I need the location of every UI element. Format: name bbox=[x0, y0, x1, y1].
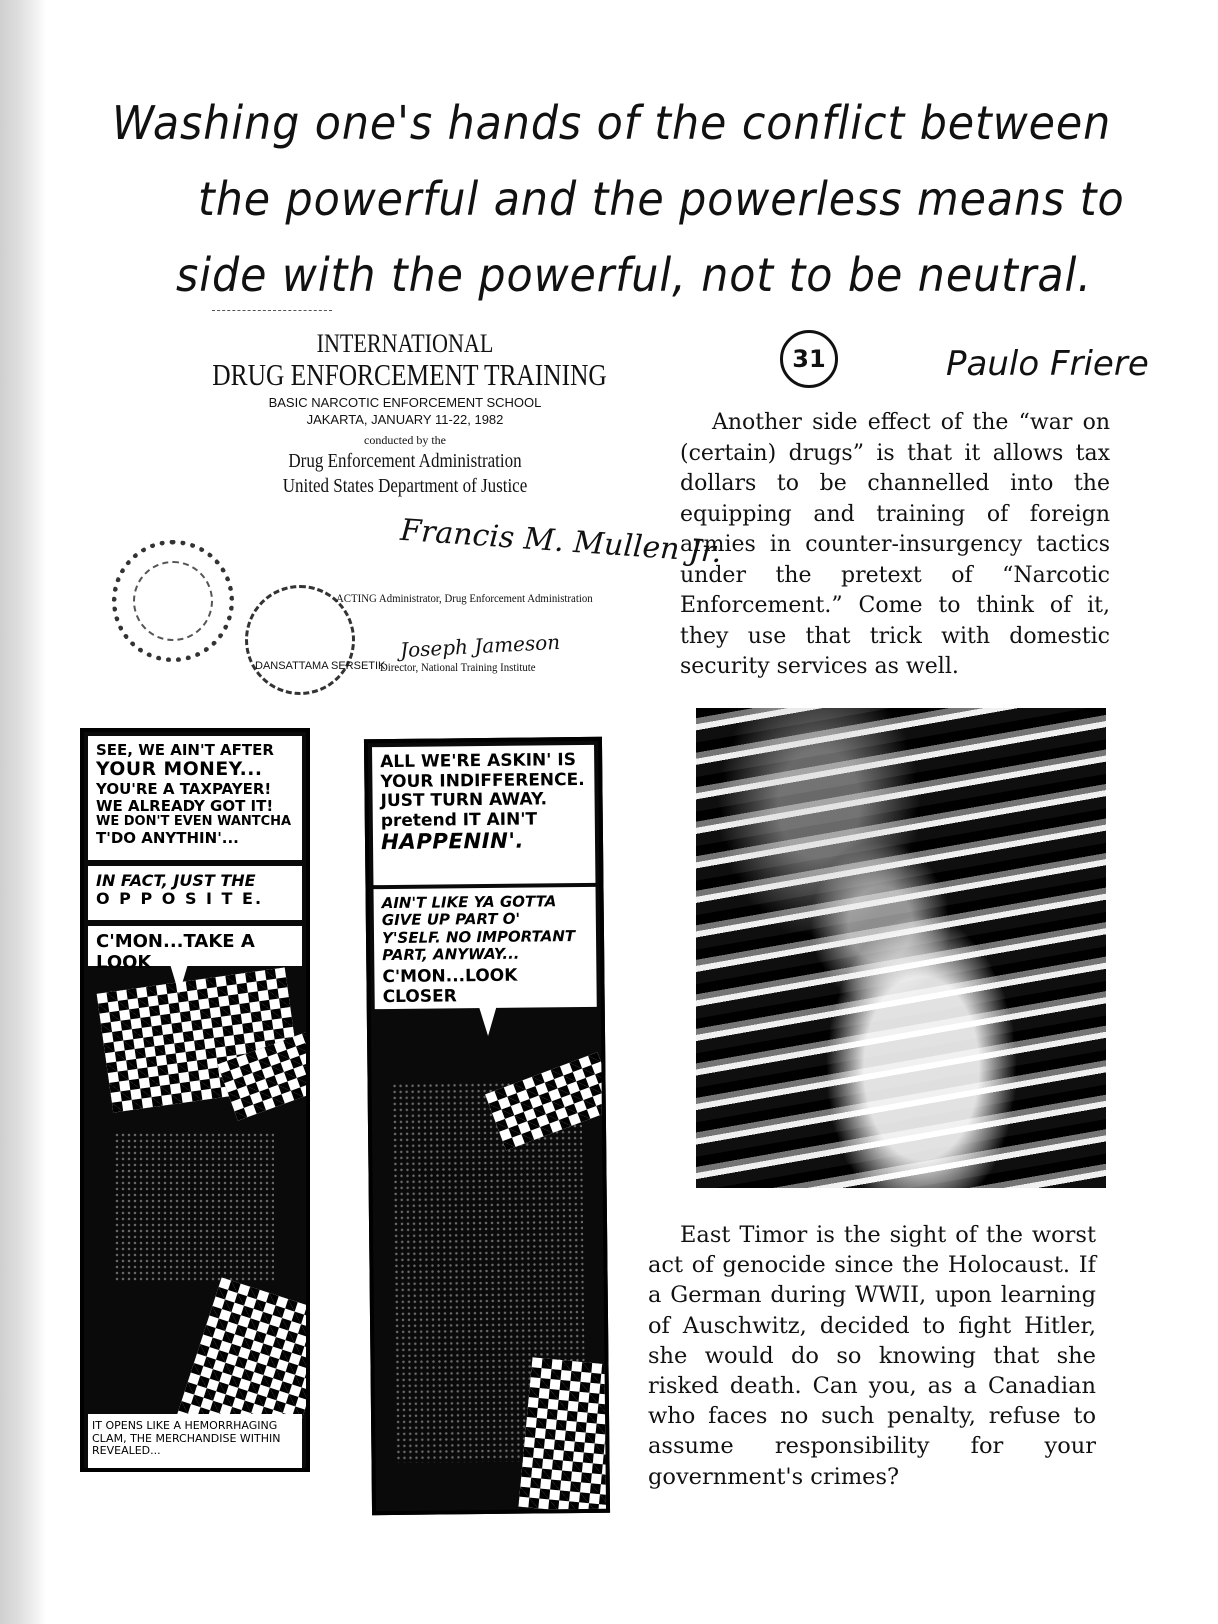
speech-balloon bbox=[374, 887, 597, 1009]
east-timor-photo bbox=[696, 708, 1106, 1188]
certificate-line-1: INTERNATIONAL bbox=[316, 329, 494, 358]
speech-balloon bbox=[88, 866, 302, 920]
balloon-tail bbox=[479, 1006, 497, 1036]
page-number-badge bbox=[780, 330, 838, 388]
balloon-line: IN FACT, JUST THE bbox=[96, 871, 256, 890]
certificate-agency: Drug Enforcement Administration bbox=[288, 450, 522, 472]
checkered-flag bbox=[518, 1357, 610, 1515]
page-number: 31 bbox=[792, 345, 826, 373]
balloon-line: WE ALREADY GOT IT! bbox=[96, 797, 274, 816]
divider bbox=[212, 310, 332, 311]
balloon-line: YOU'RE A TAXPAYER! bbox=[96, 779, 272, 798]
balloon-line: C'MON...LOOK CLOSER bbox=[382, 965, 518, 1007]
balloon-line: Y'SELF. NO IMPORTANT bbox=[381, 926, 576, 947]
halftone-figure bbox=[114, 1132, 274, 1282]
quote-line-2: the powerful and the powerless means to bbox=[198, 172, 1125, 226]
certificate-title: DRUG ENFORCEMENT TRAINING bbox=[212, 357, 607, 392]
comic-panel-1 bbox=[80, 728, 310, 1472]
balloon-line: PART, ANYWAY... bbox=[382, 944, 520, 964]
training-certificate bbox=[170, 325, 640, 498]
balloon-line: YOUR INDIFFERENCE. bbox=[380, 769, 585, 792]
balloon-line: AIN'T LIKE YA GOTTA bbox=[381, 892, 557, 913]
certificate-conducted-by: conducted by the bbox=[364, 433, 446, 447]
quote-attribution: Paulo Friere bbox=[946, 344, 1149, 384]
signature-2-title: Director, National Training Institute bbox=[380, 660, 536, 674]
stamp-text: DANSATTAMA SERSETIK bbox=[255, 660, 386, 672]
certificate-department: United States Department of Justice bbox=[282, 475, 528, 497]
signature-2: Joseph Jameson bbox=[399, 629, 561, 663]
comic-caption: IT OPENS LIKE A HEMORRHAGING CLAM, THE MERCHANDISE WITHIN REVEALED... bbox=[88, 1414, 302, 1468]
balloon-line: GIVE UP PART O' bbox=[381, 909, 521, 930]
balloon-line: O P P O S I T E. bbox=[96, 889, 264, 909]
signature-1: Francis M. Mullen Jr. bbox=[399, 512, 723, 571]
balloon-line: WE DON'T EVEN WANTCHA bbox=[96, 814, 292, 830]
balloon-line: JUST TURN AWAY. bbox=[380, 789, 548, 812]
comic-panel-2 bbox=[364, 737, 610, 1515]
balloon-line: YOUR MONEY... bbox=[96, 759, 263, 781]
signature-1-title: ACTING Administrator, Drug Enforcement Administration bbox=[336, 591, 593, 605]
page-edge-shadow bbox=[0, 0, 46, 1624]
balloon-line: pretend IT AIN'T bbox=[380, 809, 538, 831]
balloon-line: HAPPENIN'. bbox=[380, 828, 525, 856]
speech-balloon: C'MON...TAKE A LOOK bbox=[88, 926, 302, 966]
balloon-tail bbox=[170, 964, 188, 994]
paragraph-war-on-drugs: Another side effect of the “war on (certain) drugs” is that it allows tax dollars to be channelled into the equipping and training of foreign armies in counter-insurgency tactics under the pretext of “Narcotic Enforcement.” Come to think of it, they use that trick with domestic security services as well. bbox=[680, 410, 1110, 679]
quote-line-3: side with the powerful, not to be neutral. bbox=[176, 248, 1092, 302]
certificate-location-date: JAKARTA, JANUARY 11-22, 1982 bbox=[306, 412, 504, 427]
speech-balloon bbox=[88, 736, 302, 860]
paragraph-east-timor: East Timor is the sight of the worst act of genocide since the Holocaust. If a German during WWII, upon learning of Auschwitz, decided to fight Hitler, she would do so knowing that she risked death. Can you, as a Canadian who faces no such penalty, refuse to assume responsibility for your government's crimes? bbox=[648, 1222, 1096, 1490]
certificate-school: BASIC NARCOTIC ENFORCEMENT SCHOOL bbox=[268, 395, 542, 410]
speech-balloon bbox=[372, 745, 595, 885]
official-seal-icon bbox=[112, 540, 234, 662]
quote-line-1: Washing one's hands of the conflict between bbox=[112, 96, 1112, 150]
balloon-line: T'DO ANYTHIN'... bbox=[96, 829, 239, 848]
balloon-line: SEE, WE AIN'T AFTER bbox=[96, 741, 274, 759]
balloon-line: ALL WE'RE ASKIN' IS bbox=[380, 750, 577, 773]
